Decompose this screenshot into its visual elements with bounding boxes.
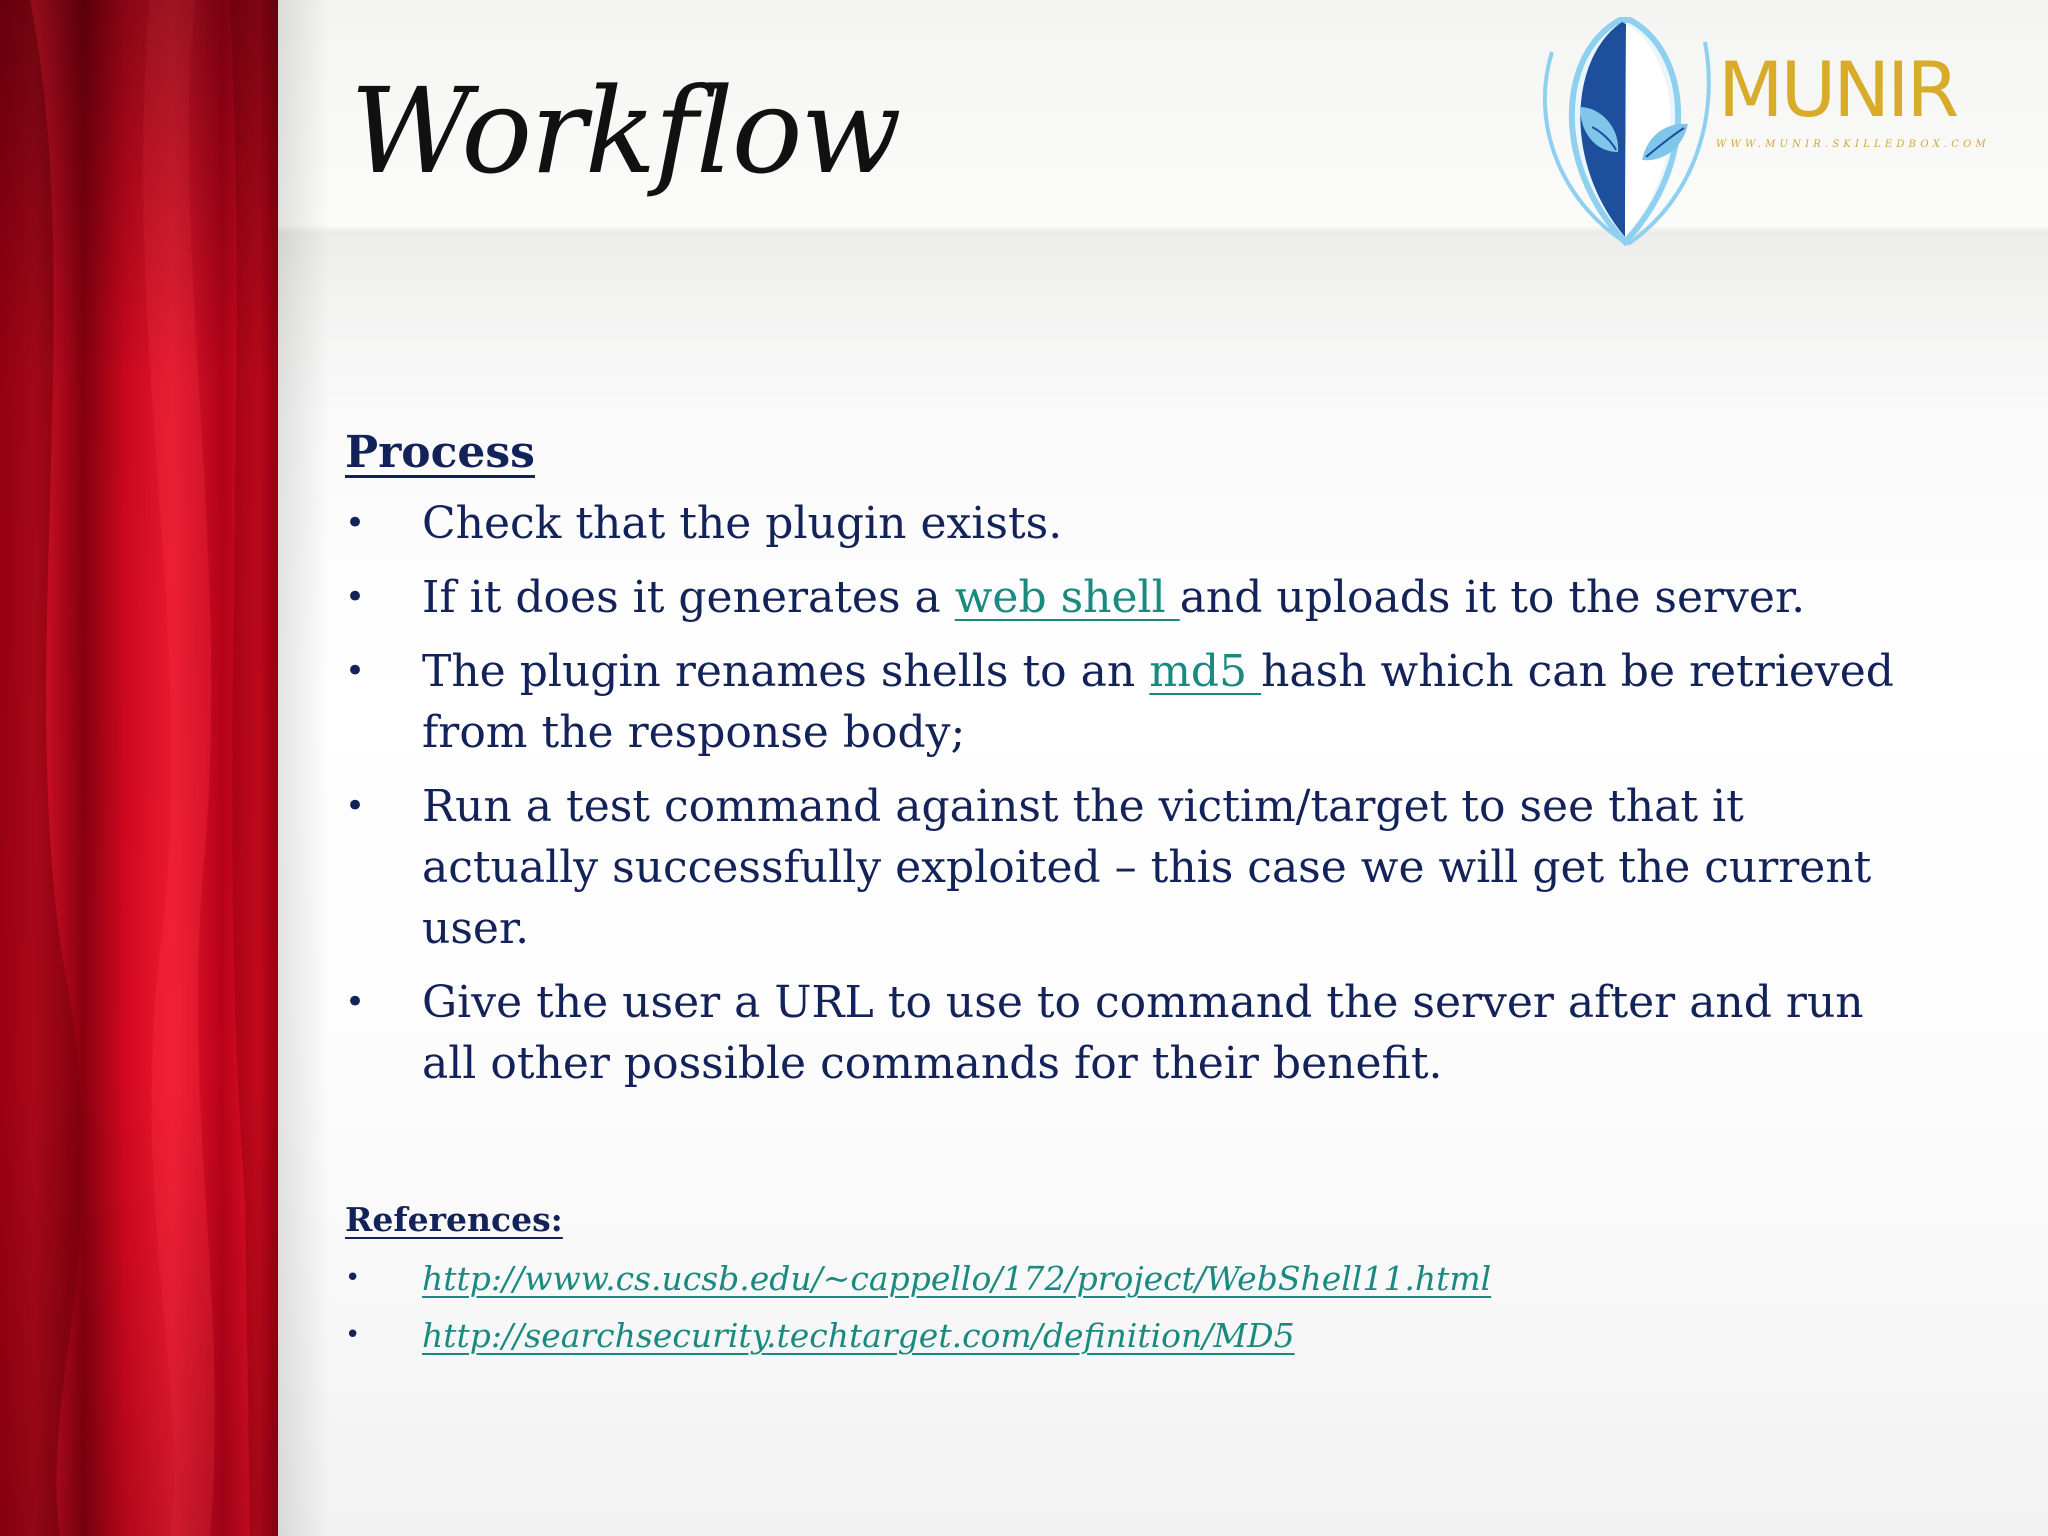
list-item [345,493,1905,554]
process-heading: Process [345,427,535,478]
list-item [345,641,1905,763]
bullet-icon: • [345,1319,361,1350]
bullet-icon: • [345,576,366,617]
logo-wordmark: MUNIR [1718,45,1957,134]
md5-link[interactable]: md5 [1149,645,1262,697]
bullet-icon: • [345,785,366,826]
bullet-icon: • [345,1262,361,1293]
bullet-text: Give the user a URL to use to command the server after and run all other possible commands for their benefit. [422,976,1864,1089]
list-item [345,1250,1845,1307]
bullet-text: Run a test command against the victim/target to see that it actually successfully exploited – this case we will get the current user. [422,780,1872,954]
curtain-decoration [0,0,278,1536]
references-heading: References: [345,1200,563,1239]
bullet-icon: • [345,981,366,1022]
bullet-icon: • [345,650,366,691]
list-item [345,567,1905,628]
references-list [345,1250,1845,1364]
bullet-text-pre: If it does it generates a [422,571,955,623]
slide-title: Workflow [350,62,900,200]
list-item [345,1307,1845,1364]
web-shell-link[interactable]: web shell [954,571,1180,623]
reference-link-md5[interactable]: http://searchsecurity.techtarget.com/definition/MD5 [422,1315,1295,1355]
bullet-text-post: and uploads it to the server. [1179,571,1806,623]
process-section [345,428,1905,1107]
bullet-text-post: hash which can be retrieved from the response body; [422,645,1894,758]
list-item [345,776,1905,959]
list-item [345,972,1905,1094]
bullet-text: Check that the plugin exists. [422,497,1063,549]
logo-url: WWW.MUNIR.SKILLEDBOX.COM [1716,139,1990,150]
references-section [345,1200,1845,1364]
bullet-icon: • [345,502,366,543]
reference-link-webshell[interactable]: http://www.cs.ucsb.edu/~cappello/172/project/WebShell11.html [422,1258,1492,1298]
bullet-text-pre: The plugin renames shells to an [422,645,1150,697]
process-bullet-list [345,493,1905,1094]
